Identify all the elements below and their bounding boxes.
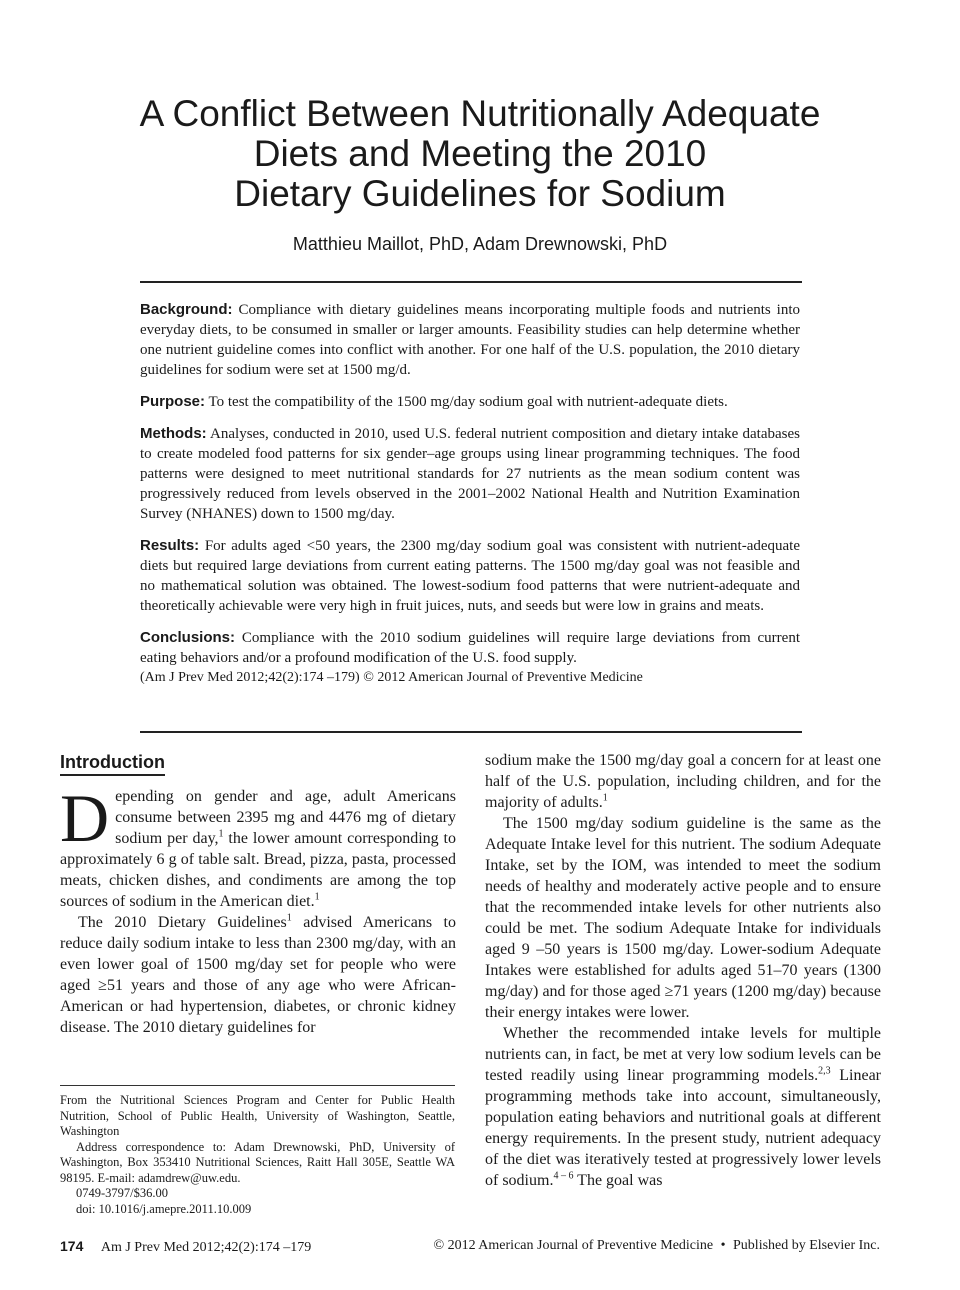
- footer-bullet: •: [720, 1238, 726, 1253]
- body-column-right: [485, 750, 881, 1191]
- footer-publisher: Published by Elsevier Inc.: [733, 1238, 880, 1253]
- intro-p2-text-a: The 2010 Dietary Guidelines: [78, 914, 287, 931]
- intro-paragraph-4: The 1500 mg/day sodium guideline is the same as the Adequate Intake level for this nutrient. The sodium Adequate Intake, set by the IOM, was intended to meet the sodium needs of healthy and moderately active people and to ensure that the recommended intake levels for other nutrients also could be met. The sodium Adequate Intake for individuals aged 9 –50 years is 1500 mg/day. Lower-sodium Adequate Intakes were established for adults aged 51–70 years (1300 mg/day) and for those aged ≥71 years (1200 mg/day) because their energy intakes were lower.: [485, 815, 881, 1021]
- abstract-top-rule: [140, 281, 802, 283]
- correspondence-note: [60, 1140, 455, 1187]
- introduction-heading: Introduction: [60, 752, 165, 776]
- intro-paragraph-3: [485, 750, 881, 813]
- background-label: Background:: [140, 301, 233, 318]
- reference-link[interactable]: 1: [314, 891, 320, 903]
- abstract-citation: (Am J Prev Med 2012;42(2):174 –179) © 2012 American Journal of Preventive Medicine: [140, 670, 643, 685]
- title-line-1: A Conflict Between Nutritionally Adequate: [139, 93, 821, 134]
- author-list: Matthieu Maillot, PhD, Adam Drewnowski, PhD: [292, 234, 668, 254]
- footnotes: [60, 1093, 455, 1217]
- reference-link[interactable]: 1: [602, 792, 608, 804]
- abstract-conclusions: [140, 628, 800, 668]
- drop-cap: D: [60, 780, 110, 856]
- title-line-3: Dietary Guidelines for Sodium: [234, 173, 726, 214]
- methods-label: Methods:: [140, 425, 207, 442]
- correspondence-text: Address correspondence to: Adam Drewnowski, PhD, University of Washington, Box 353410 Nutritional Sciences, Raitt Hall 305E, Seattle WA 98195. E-mail:: [60, 1139, 455, 1185]
- affiliation-note: From the Nutritional Sciences Program and Center for Public Health Nutrition, School of Public Health, University of Washington, Seattle, Washington: [60, 1093, 455, 1138]
- intro-paragraph-5: [485, 1023, 881, 1191]
- conclusions-text: Compliance with the 2010 sodium guidelines will require large deviations from current eating behaviors and/or a profound modification of the U.S. food supply.: [140, 630, 800, 666]
- abstract-results: [140, 536, 800, 616]
- correspondence-end: .: [237, 1170, 241, 1185]
- reference-link[interactable]: 1: [286, 912, 292, 924]
- results-label: Results:: [140, 537, 200, 554]
- intro-p3-text: sodium make the 1500 mg/day goal a concern for at least one half of the U.S. population, including children, and for the majority of adults.: [485, 752, 881, 811]
- reference-link[interactable]: 2,3: [818, 1065, 831, 1077]
- purpose-label: Purpose:: [140, 393, 206, 410]
- intro-p5-text-c: The goal was: [573, 1172, 663, 1189]
- abstract-purpose: [140, 392, 800, 412]
- footnote-rule: [60, 1085, 455, 1086]
- abstract-methods: [140, 424, 800, 524]
- email-link[interactable]: adamdrew@uw.edu: [138, 1170, 238, 1185]
- article-title: [60, 94, 900, 214]
- body-column-left: [60, 750, 456, 1038]
- intro-p5-text-a: Whether the recommended intake levels for multiple nutrients can, in fact, be met at very low sodium levels can be tested readily using linear programming models.: [485, 1025, 881, 1084]
- intro-paragraph-1: [60, 780, 456, 912]
- intro-p5-text-b: Linear programming methods take into account, simultaneously, population eating behaviors and nutritional goals at different energy requirements. In the present study, nutrient adequacy of the diet was iteratively tested at progressively lower levels of sodium.: [485, 1067, 882, 1189]
- abstract: [140, 300, 800, 700]
- intro-paragraph-2: [60, 912, 456, 1038]
- title-line-2: Diets and Meeting the 2010: [253, 133, 707, 174]
- page-footer: [60, 1238, 880, 1258]
- footer-copyright: © 2012 American Journal of Preventive Medicine: [433, 1238, 714, 1253]
- intro-p1-text-a: epending on gender and age, adult Americans consume between 2395 mg and 4476 mg of dietary sodium per day,: [115, 788, 456, 847]
- results-text: For adults aged <50 years, the 2300 mg/day sodium goal was consistent with nutrient-adequate diets but required large deviations from current eating patterns. The 1500 mg/day goal was not feasible and no mathematical solution was obtained. The lowest-sodium food patterns that were nutrient-adequate and theoretically achievable were very high in fruit juices, nuts, and seeds but were low in grains and meats.: [140, 538, 801, 614]
- abstract-bottom-rule: [140, 731, 802, 733]
- methods-text: Analyses, conducted in 2010, used U.S. federal nutrient composition and dietary intake databases to create modeled food patterns for six gender–age groups using linear programming techniques. The food patterns were designed to meet nutritional standards for 27 nutrients as the mean sodium content was progressively reduced from levels observed in the 2001–2002 National Health and Nutrition Examination Survey (NHANES) down to 1500 mg/day.: [140, 426, 800, 522]
- intro-p2-text-b: advised Americans to reduce daily sodium intake to less than 2300 mg/day, with an even lower goal of 1500 mg/day set for people who were aged ≥51 years and those of any age who were African-American or had hypertension, diabetes, or chronic kidney disease. The 2010 dietary guidelines for: [60, 914, 457, 1036]
- doi-note: doi: 10.1016/j.amepre.2011.10.009: [76, 1201, 252, 1216]
- background-text: Compliance with dietary guidelines means incorporating multiple foods and nutrients into everyday diets, to be consumed in smaller or larger amounts. Feasibility studies can help determine whether one nutrient guideline comes into conflict with another. For one half of the U.S. population, the 2010 dietary guidelines for sodium were set at 1500 mg/d.: [140, 302, 801, 378]
- issn-note: 0749-3797/$36.00: [76, 1186, 169, 1200]
- footer-journal-ref: Am J Prev Med 2012;42(2):174 –179: [100, 1240, 312, 1255]
- page-number: 174: [60, 1238, 84, 1254]
- conclusions-label: Conclusions:: [140, 629, 236, 646]
- footer-right: [433, 1238, 880, 1254]
- purpose-text: To test the compatibility of the 1500 mg/day sodium goal with nutrient-adequate diets.: [208, 394, 728, 410]
- reference-link[interactable]: 1: [218, 828, 224, 840]
- reference-link[interactable]: 4 – 6: [553, 1170, 574, 1182]
- intro-p1-text-b: the lower amount corresponding to approximately 6 g of table salt. Bread, pizza, pasta, processed meats, chicken dishes, and condiments are among the top sources of sodium in the American diet.: [60, 830, 456, 910]
- abstract-background: [140, 300, 800, 380]
